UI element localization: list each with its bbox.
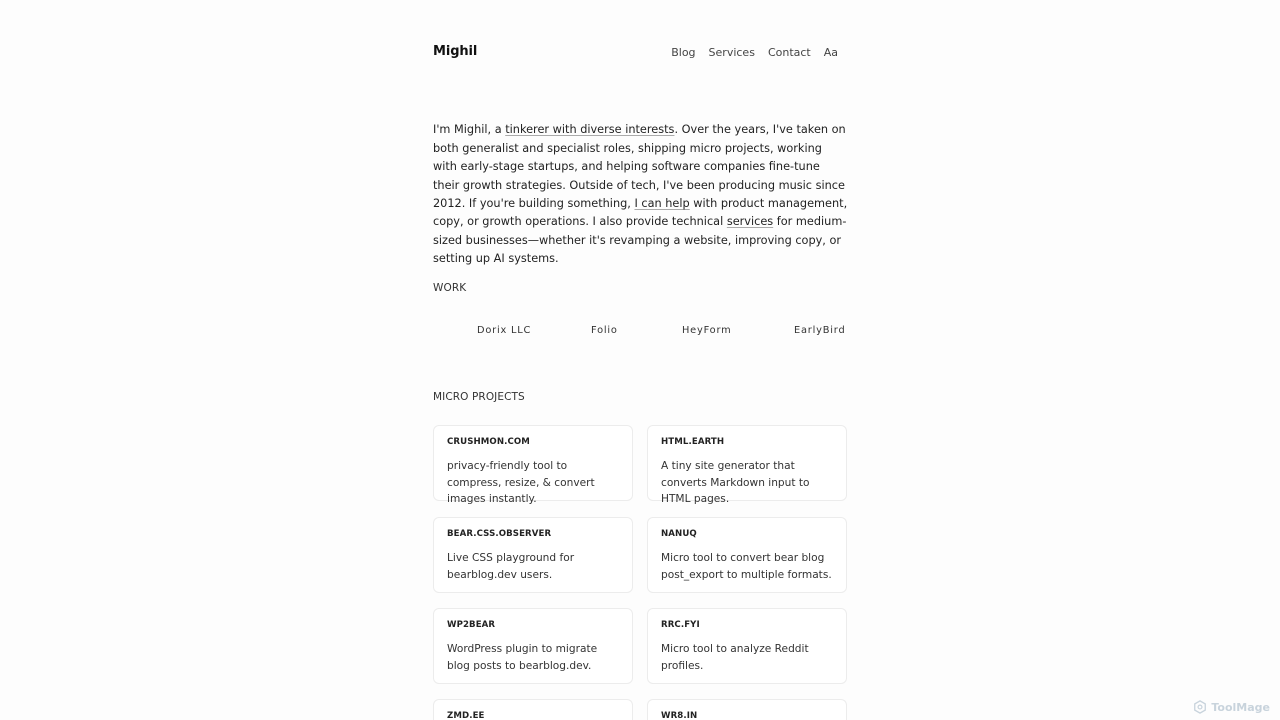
project-card-title: WR8.IN: [661, 711, 698, 720]
project-card[interactable]: [433, 425, 633, 506]
intro-text-2: . Over the years, I've taken on both generalist and specialist roles, shipping micro projects, working with early-stage startups, and helping software companies fine-tune their growth strategies. Outside of tech, I've been producing music since 2012. If you're building something,: [433, 123, 846, 210]
site-header: [433, 44, 848, 64]
intro-text-4: for medium-sized businesses—whether it's revamping a website, improving copy, or setting up AI systems.: [433, 215, 847, 266]
project-card-title: WP2BEAR: [447, 620, 496, 630]
project-card[interactable]: [433, 699, 633, 720]
project-card-desc: A tiny site generator that converts Markdown input to HTML pages.: [661, 460, 810, 506]
work-logo-dorix[interactable]: Dorix LLC: [477, 325, 532, 336]
project-card-desc: Micro tool to convert bear blog post_export to multiple formats.: [661, 552, 832, 581]
project-card[interactable]: [433, 608, 633, 684]
intro-text-3: with product management, copy, or growth operations. I also provide technical: [433, 196, 848, 229]
work-logo-earlybird[interactable]: EarlyBird: [794, 325, 846, 336]
project-card[interactable]: [647, 608, 847, 684]
project-card-desc: privacy-friendly tool to compress, resize, & convert images instantly.: [447, 460, 595, 506]
main-nav: [671, 46, 838, 59]
work-logos: [433, 325, 848, 341]
work-logo-folio[interactable]: Folio: [591, 325, 618, 336]
project-card-title: BEAR.CSS.OBSERVER: [447, 529, 552, 539]
watermark: [1193, 700, 1270, 714]
project-card-title: CRUSHMON.COM: [447, 437, 530, 447]
project-card[interactable]: [433, 517, 633, 593]
project-card[interactable]: [647, 517, 847, 593]
work-logo-heyform[interactable]: HeyForm: [682, 325, 732, 336]
toolmage-logo-icon: [1193, 700, 1207, 714]
work-section-title: WORK: [433, 282, 467, 294]
intro-text-1: I'm Mighil, a: [433, 123, 506, 137]
services-link[interactable]: services: [726, 215, 774, 229]
project-card-desc: Live CSS playground for bearblog.dev users.: [447, 552, 575, 581]
nav-item-blog[interactable]: Blog: [671, 46, 696, 59]
nav-item-services[interactable]: Services: [708, 46, 755, 59]
project-card[interactable]: [647, 425, 847, 506]
project-card-title: HTML.EARTH: [661, 437, 725, 447]
project-card-title: NANUQ: [661, 529, 697, 539]
nav-item-contact[interactable]: Contact: [767, 46, 811, 59]
intro-paragraph: [433, 121, 848, 268]
micro-projects-title: MICRO PROJECTS: [433, 391, 525, 403]
project-card-desc: WordPress plugin to migrate blog posts to bearblog.dev.: [447, 643, 598, 672]
site-brand[interactable]: Mighil: [433, 44, 478, 59]
can-help-link[interactable]: I can help: [634, 196, 690, 210]
watermark-text: ToolMage: [1211, 700, 1270, 714]
tinkerer-link[interactable]: tinkerer with diverse interests: [505, 123, 675, 137]
project-card-desc: Micro tool to analyze Reddit profiles.: [661, 643, 809, 672]
font-toggle-button[interactable]: Aa: [823, 46, 838, 59]
project-card-title: RRC.FYI: [661, 620, 700, 630]
project-card-title: ZMD.EE: [447, 711, 485, 720]
project-card[interactable]: [647, 699, 847, 720]
